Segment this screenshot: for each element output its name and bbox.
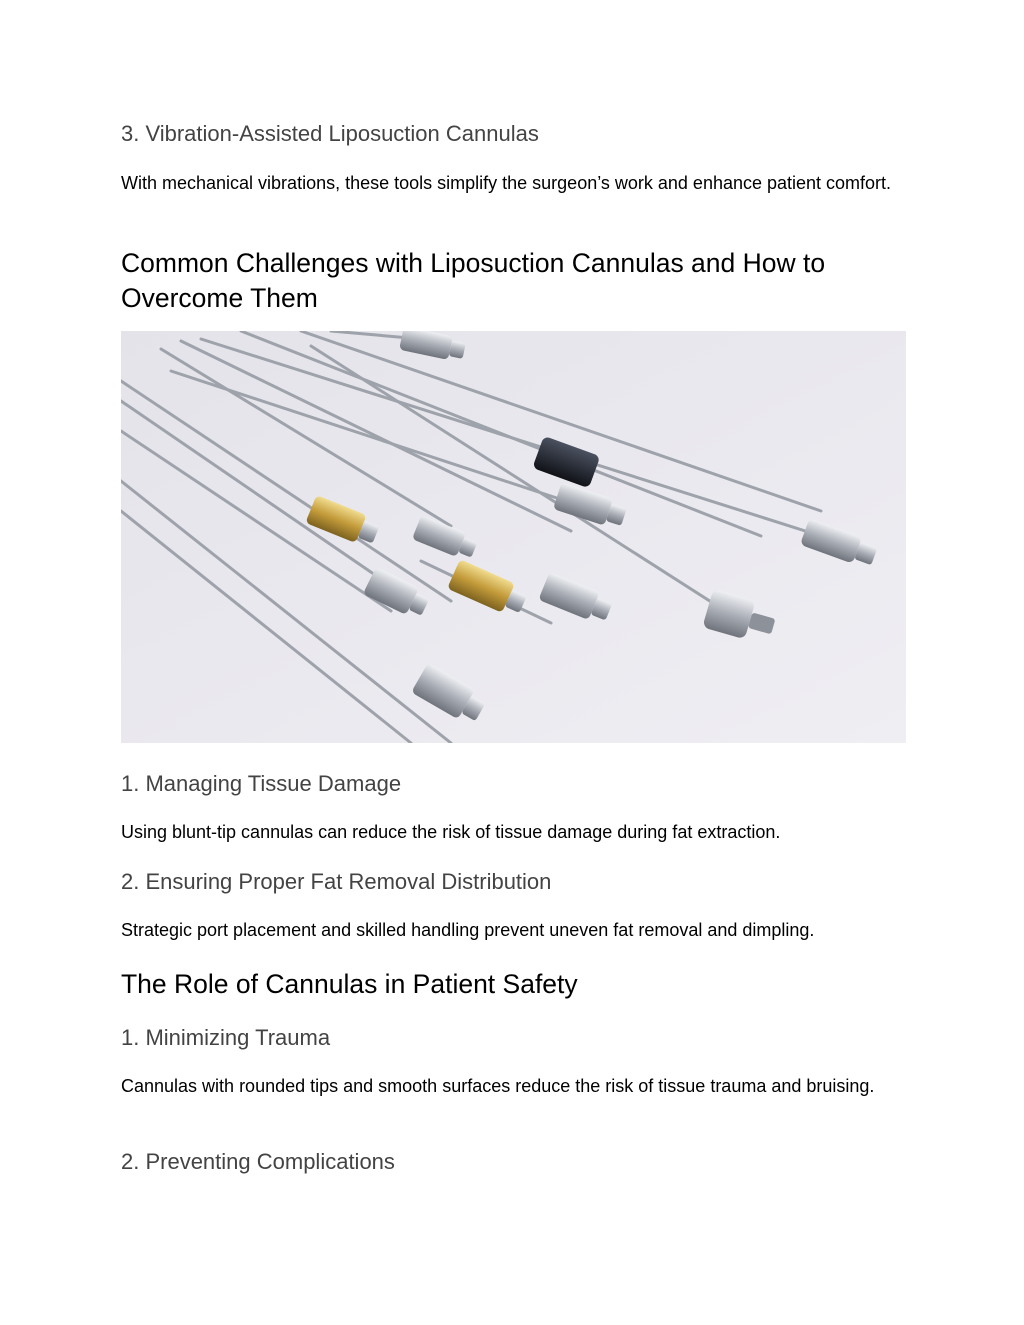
vibration-text: With mechanical vibrations, these tools simplify the surgeon’s work and enhance patient comfort. (121, 173, 892, 193)
cannulas-illustration (121, 331, 906, 743)
safety-heading: The Role of Cannulas in Patient Safety (121, 969, 578, 999)
cannulas-photo (121, 331, 906, 743)
challenges-heading: Common Challenges with Liposuction Cannulas and How to Overcome Them (121, 248, 826, 313)
vibration-heading: 3. Vibration-Assisted Liposuction Cannulas (121, 121, 539, 146)
distribution-text: Strategic port placement and skilled handling prevent uneven fat removal and dimpling. (121, 920, 815, 940)
tissue-heading: 1. Managing Tissue Damage (121, 771, 402, 796)
trauma-text: Cannulas with rounded tips and smooth surfaces reduce the risk of tissue trauma and bruising. (121, 1076, 875, 1096)
distribution-heading: 2. Ensuring Proper Fat Removal Distribution (121, 869, 552, 894)
complications-heading: 2. Preventing Complications (121, 1149, 395, 1174)
tissue-text: Using blunt-tip cannulas can reduce the risk of tissue damage during fat extraction. (121, 822, 781, 842)
trauma-heading: 1. Minimizing Trauma (121, 1025, 331, 1050)
